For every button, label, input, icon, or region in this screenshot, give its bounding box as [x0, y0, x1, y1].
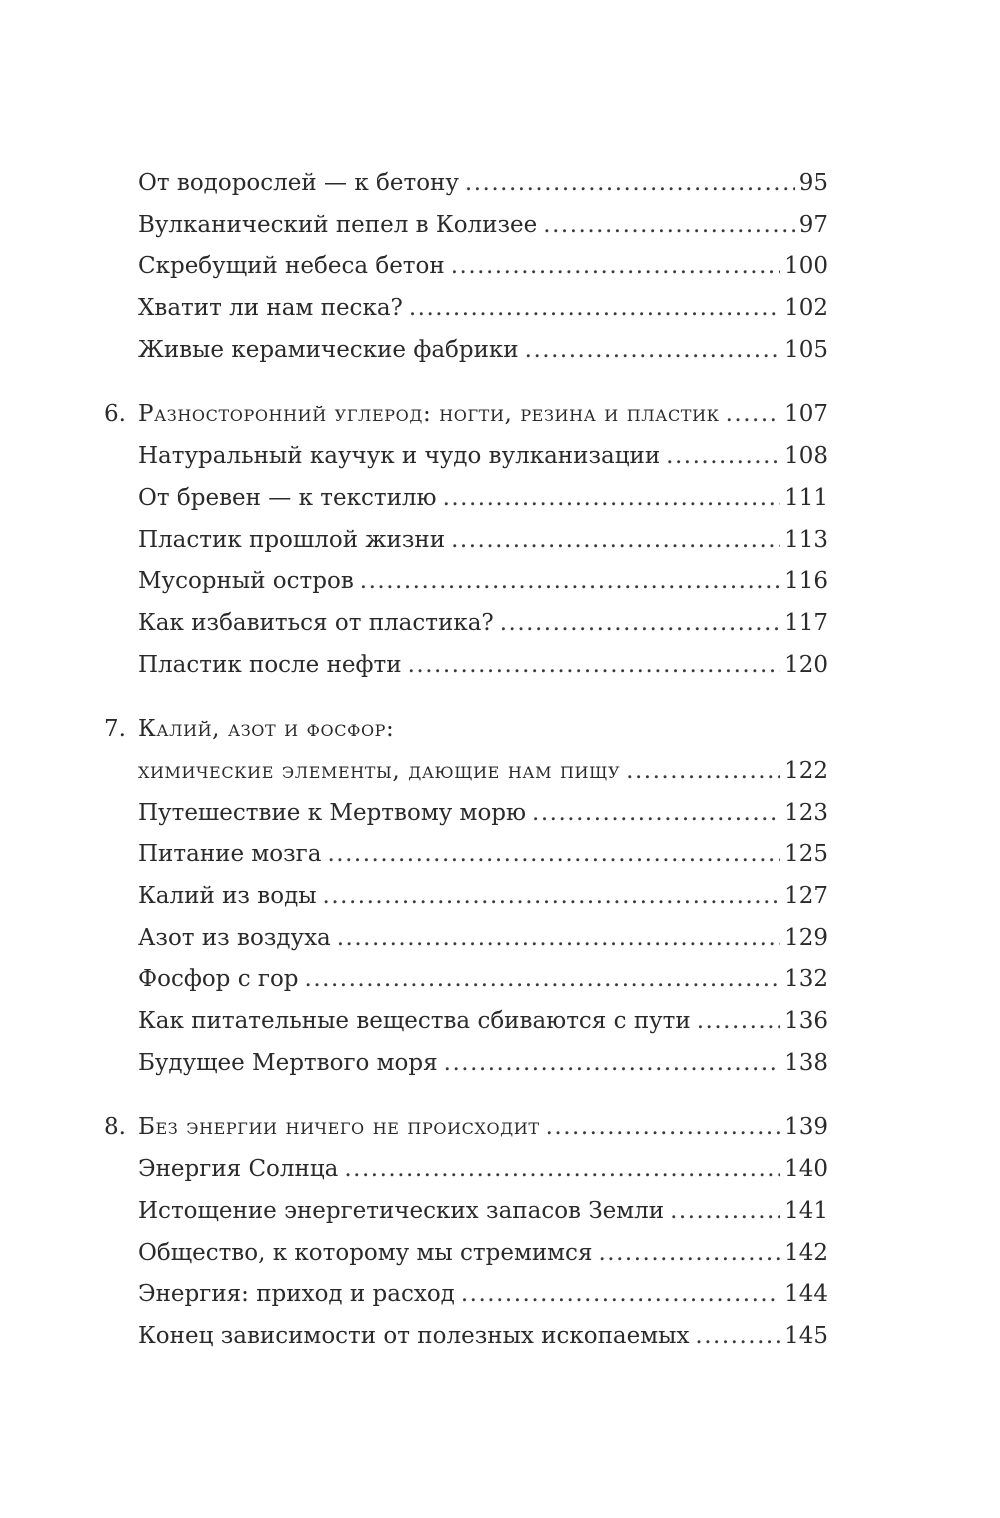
toc-entry-title: Конец зависимости от полезных ископаемых [138, 1322, 690, 1349]
dot-leader [670, 1191, 780, 1233]
toc-entry [104, 1316, 828, 1358]
dot-leader [543, 205, 794, 247]
dot-leader [546, 1107, 780, 1149]
dot-leader [626, 751, 780, 793]
toc-entry-title: Натуральный каучук и чудо вулканизации [138, 443, 661, 470]
chapter-title: Разносторонний углерод: ногти, резина и пластик [138, 401, 720, 428]
toc-entry [104, 876, 828, 918]
dot-leader [451, 520, 780, 562]
section-gap [104, 1084, 828, 1107]
toc-entry-page: 102 [784, 295, 828, 322]
toc-entry [104, 1274, 828, 1316]
toc-entry-page: 108 [784, 443, 828, 470]
toc-entry-title: Энергия: приход и расход [138, 1281, 455, 1308]
toc-section [104, 1107, 828, 1357]
dot-leader [360, 561, 780, 603]
toc-entry-title: Как питательные вещества сбиваются с пути [138, 1008, 691, 1035]
toc-entry [104, 959, 828, 1001]
toc-entry-page: 144 [784, 1281, 828, 1308]
toc-entry [104, 520, 828, 562]
dot-leader [451, 246, 780, 288]
toc-entry-page: 120 [784, 651, 828, 678]
section-gap [104, 371, 828, 394]
chapter-number: 6. [104, 401, 126, 428]
dot-leader [305, 959, 781, 1001]
toc-entry-page: 117 [784, 609, 828, 636]
toc-entry [104, 288, 828, 330]
toc-entry [104, 834, 828, 876]
toc-entry-title: Пластик прошлой жизни [138, 526, 446, 553]
toc-entry-title: Общество, к которому мы стремимся [138, 1239, 593, 1266]
toc-section [104, 394, 828, 686]
toc-entry-page: 138 [784, 1049, 828, 1076]
toc-entry-title: Энергия Солнца [138, 1156, 339, 1183]
toc-entry-page: 123 [784, 799, 828, 826]
toc-chapter [104, 1107, 828, 1149]
dot-leader [695, 1316, 780, 1358]
toc-entry-title: Путешествие к Мертвому морю [138, 799, 527, 826]
toc-entry-page: 136 [784, 1008, 828, 1035]
chapter-title-line1: Калий, азот и фосфор: [138, 716, 395, 743]
chapter-title-line2: химические элементы, дающие нам пищу [138, 757, 621, 784]
toc-entry-page: 127 [784, 883, 828, 909]
toc-chapter [104, 709, 828, 751]
dot-leader [697, 1001, 780, 1043]
toc-entry-title: От водорослей — к бетону [138, 170, 459, 196]
toc-entry [104, 793, 828, 835]
toc-entry [104, 1001, 828, 1043]
toc-entry-page: 111 [784, 484, 828, 511]
toc-entry-title: Как избавиться от пластика? [138, 609, 494, 636]
toc-entry [104, 205, 828, 247]
table-of-contents [104, 163, 828, 1358]
toc-section [104, 163, 828, 371]
toc-entry [104, 1233, 828, 1275]
toc-entry [104, 918, 828, 960]
toc-entry-title: Вулканический пепел в Колизее [138, 211, 538, 238]
dot-leader [323, 876, 781, 918]
dot-leader [461, 1274, 780, 1316]
toc-entry-page: 116 [784, 568, 828, 595]
toc-entry-title: Будущее Мертвого моря [138, 1049, 438, 1076]
dot-leader [337, 918, 780, 960]
chapter-number: 8. [104, 1114, 126, 1141]
toc-entry [104, 603, 828, 645]
toc-entry-title: Истощение энергетических запасов Земли [138, 1197, 665, 1224]
chapter-page: 122 [784, 757, 828, 784]
dot-leader [532, 793, 780, 835]
toc-entry [104, 1043, 828, 1085]
toc-entry-title: Мусорный остров [138, 568, 354, 595]
toc-entry-title: Живые керамические фабрики [138, 336, 519, 363]
toc-entry [104, 330, 828, 372]
toc-entry-title: Фосфор с гор [138, 966, 299, 993]
toc-section [104, 709, 828, 1084]
chapter-page: 107 [784, 401, 828, 428]
dot-leader [408, 645, 781, 687]
chapter-number: 7. [104, 716, 126, 743]
toc-entry [104, 163, 828, 205]
toc-entry [104, 436, 828, 478]
toc-entry-page: 125 [784, 841, 828, 868]
dot-leader [666, 436, 780, 478]
toc-entry-title: Скребущий небеса бетон [138, 253, 445, 280]
dot-leader [598, 1233, 780, 1275]
chapter-title: Без энергии ничего не происходит [138, 1114, 540, 1141]
dot-leader [525, 330, 780, 372]
toc-entry-title: Азот из воздуха [138, 924, 331, 951]
toc-entry [104, 1149, 828, 1191]
dot-leader [500, 603, 780, 645]
dot-leader [726, 394, 780, 436]
toc-entry [104, 478, 828, 520]
toc-chapter-continuation [104, 751, 828, 793]
toc-entry-page: 113 [784, 526, 828, 553]
toc-entry-title: Питание мозга [138, 841, 322, 868]
dot-leader [344, 1149, 780, 1191]
chapter-page: 139 [784, 1114, 828, 1141]
section-gap [104, 686, 828, 709]
dot-leader [327, 834, 780, 876]
toc-entry-page: 105 [784, 336, 828, 363]
toc-entry-title: От бревен — к текстилю [138, 484, 437, 511]
toc-entry-title: Пластик после нефти [138, 651, 402, 678]
dot-leader [444, 1043, 780, 1085]
toc-chapter [104, 394, 828, 436]
toc-entry-page: 141 [784, 1197, 828, 1224]
toc-entry-page: 97 [798, 211, 828, 238]
toc-entry [104, 561, 828, 603]
toc-entry [104, 645, 828, 687]
toc-entry-title: Калий из воды [138, 883, 317, 909]
toc-entry-title: Хватит ли нам песка? [138, 295, 403, 322]
toc-entry-page: 140 [784, 1156, 828, 1183]
toc-entry [104, 1191, 828, 1233]
dot-leader [443, 478, 781, 520]
toc-entry [104, 246, 828, 288]
toc-entry-page: 95 [798, 170, 828, 196]
dot-leader [465, 163, 795, 205]
toc-entry-page: 129 [784, 924, 828, 951]
toc-entry-page: 100 [784, 253, 828, 280]
toc-entry-page: 132 [784, 966, 828, 993]
toc-entry-page: 145 [784, 1322, 828, 1349]
toc-entry-page: 142 [784, 1239, 828, 1266]
dot-leader [409, 288, 780, 330]
